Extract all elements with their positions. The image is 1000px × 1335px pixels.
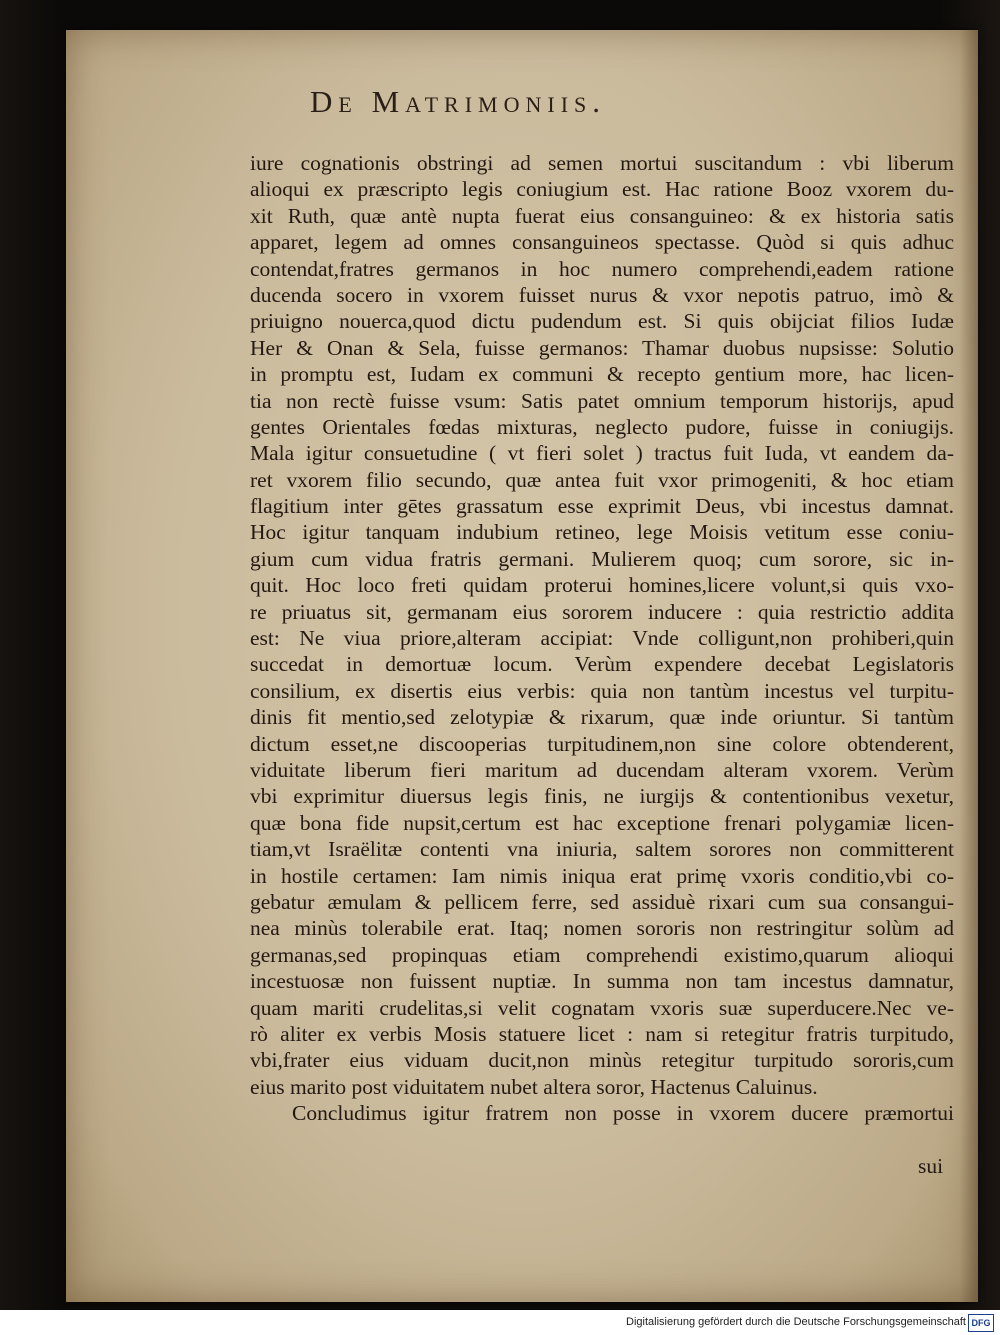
text-line: est: Ne viua priore,alteram accipiat: Vnde colligunt,non prohiberi,quin — [250, 626, 954, 651]
text-line: vbi exprimitur diuersus legis finis, ne iurgijs & contentionibus vexetur, — [250, 784, 954, 809]
text-line: iure cognationis obstringi ad semen mortui suscitandum : vbi liberum — [250, 151, 954, 175]
text-line: Concludimus igitur fratrem non posse in vxorem ducere præmortui — [292, 1101, 954, 1126]
text-line: Her & Onan & Sela, fuisse germanos: Thamar duobus nupsisse: Solutio — [250, 335, 954, 360]
page-edge-shadow — [960, 30, 978, 1302]
footer-bar — [0, 1310, 1000, 1335]
text-line: alioqui ex præscripto legis coniugium est. Hac ratione Booz vxorem du- — [250, 177, 954, 202]
text-line: dictum esset,ne discooperias turpitudinem,non sine colore obtenderent, — [250, 731, 954, 756]
text-line: tiam,vt Israëlitæ contenti vna iniuria, saltem sorores non committerent — [250, 837, 954, 862]
text-line: in promptu est, Iudam ex communi & recepto gentium more, hac licen- — [250, 362, 954, 387]
text-line: xit Ruth, quæ antè nupta fuerat eius consanguineo: & ex historia satis — [250, 203, 954, 228]
footer-credit: Digitalisierung gefördert durch die Deutsche Forschungsgemeinschaft — [626, 1316, 966, 1328]
dfg-logo-icon: DFG — [968, 1314, 994, 1332]
text-line: gentes Orientales fœdas mixturas, neglecto pudore, fuisse in coniugijs. — [250, 414, 954, 439]
text-line: apparet, legem ad omnes consanguineos spectasse. Quòd si quis adhuc — [250, 230, 954, 255]
text-line: succedat in demortuæ locum. Verùm expendere decebat Legislatoris — [250, 652, 954, 677]
catchword: sui — [918, 1154, 944, 1178]
text-line: dinis fit mentio,sed zelotypiæ & rixarum, quæ inde oriuntur. Si tantùm — [250, 705, 954, 730]
text-line: Mala igitur consuetudine ( vt fieri solet ) tractus fuit Iuda, vt eandem da- — [250, 441, 954, 466]
text-line: Hoc igitur tanquam indubium retineo, lege Moisis vetitum esse coniu- — [250, 520, 954, 545]
text-line: eius marito post viduitatem nubet altera soror, Hactenus Caluinus. — [250, 1074, 818, 1099]
text-line: consilium, ex disertis eius verbis: quia non tantùm incestus vel turpitu- — [250, 678, 954, 703]
text-line: gebatur æmulam & pellicem ferre, sed assiduè rixari cum sua consangui- — [250, 889, 954, 914]
running-head: De Matrimoniis. — [310, 84, 607, 119]
text-line: nea minùs tolerabile erat. Itaq; nomen sororis non restringitur solùm ad — [250, 916, 954, 941]
text-line: germanas,sed propinquas etiam comprehendi existimo,quarum alioqui — [250, 942, 954, 967]
text-line: ret vxorem filio secundo, quæ antea fuit vxor primogeniti, & hoc etiam — [250, 467, 954, 492]
text-line: re priuatus sit, germanam eius sororem inducere : quia restrictio addita — [250, 599, 954, 624]
text-line: priuigno nouerca,quod dictu pudendum est. Si quis obijciat filios Iudæ — [250, 309, 954, 334]
text-line: contendat,fratres germanos in hoc numero comprehendi,eadem ratione — [250, 256, 954, 281]
text-line: quæ bona fide nupsit,certum est hac exceptione frenari polygamiæ licen- — [250, 810, 954, 835]
text-line: rò aliter ex verbis Mosis statuere licet : nam si retegitur fratris turpitudo, — [250, 1021, 954, 1046]
body-text — [250, 150, 954, 1126]
text-line: incestuosæ non fuissent nuptiæ. In summa non tam incestus damnatur, — [250, 969, 954, 994]
text-line: quam mariti crudelitas,si velit cognatam vxoris suæ superducere.Nec ve- — [250, 995, 954, 1020]
text-line: viduitate liberum fieri maritum ad ducendam alteram vxorem. Verùm — [250, 757, 954, 782]
text-line: flagitium inter gētes grassatum esse exprimit Deus, vbi incestus damnat. — [250, 494, 954, 519]
text-line: vbi,frater eius viduam ducit,non minùs retegitur turpitudo sororis,cum — [250, 1048, 954, 1073]
text-line: ducenda socero in vxorem fuisset nurus & vxor nepotis patruo, imò & — [250, 282, 954, 307]
text-line: quit. Hoc loco freti quidam proterui homines,licere volunt,si quis vxo- — [250, 573, 954, 598]
text-line: tia non rectè fuisse vsum: Satis patet omnium temporum historijs, apud — [250, 388, 954, 413]
text-line: in hostile certamen: Iam nimis iniqua erat primę vxoris conditio,vbi co- — [250, 863, 954, 888]
text-line: gium cum vidua fratris germani. Mulierem quoq; cum sorore, sic in- — [250, 546, 954, 571]
